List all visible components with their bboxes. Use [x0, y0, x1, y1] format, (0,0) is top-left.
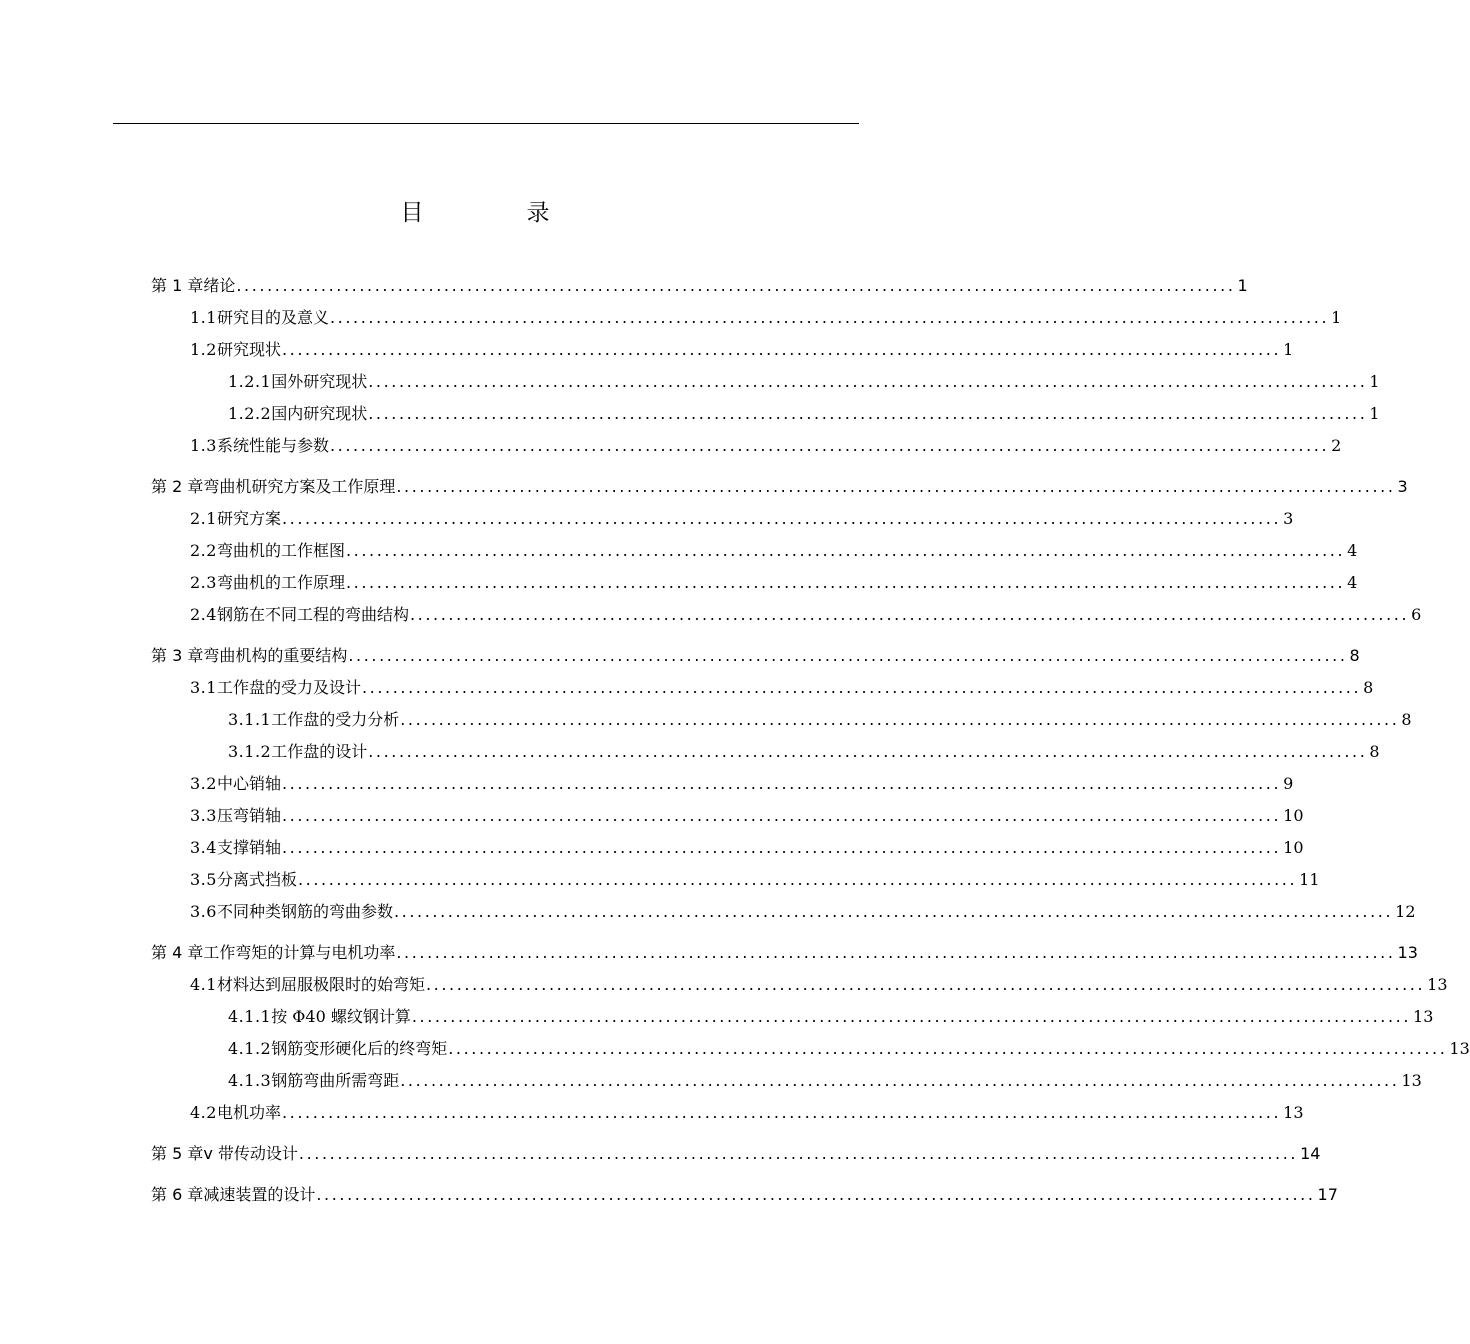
entry-page: 17: [1317, 1185, 1338, 1204]
entry-number: 2.4: [190, 605, 217, 624]
entry-number: 第 6 章: [151, 1185, 204, 1204]
toc-entry-3-5[interactable]: [190, 867, 1320, 891]
entry-page: 13: [1283, 1103, 1304, 1122]
entry-number: 第 1 章: [151, 276, 204, 295]
entry-title: 支撑销轴: [216, 838, 281, 857]
entry-number: 3.5: [190, 870, 217, 889]
entry-title: 研究目的及意义: [216, 308, 329, 327]
entry-title: 弯曲机构的重要结构: [203, 646, 348, 665]
dot-leader: ..................................................................................................................................: [400, 710, 1400, 729]
entry-title: 钢筋在不同工程的弯曲结构: [216, 605, 409, 624]
entry-title: 弯曲机研究方案及工作原理: [203, 477, 396, 496]
dot-leader: ..................................................................................................................................: [409, 605, 1410, 624]
entry-number: 3.4: [190, 838, 217, 857]
page-title: 目 录: [400, 200, 590, 226]
entry-number: 4.1.3: [228, 1071, 272, 1090]
entry-page: 1: [1369, 372, 1380, 391]
dot-leader: ..................................................................................................................................: [236, 276, 1236, 295]
entry-title: 不同种类钢筋的弯曲参数: [216, 902, 393, 921]
toc-entry-chapter-6[interactable]: [151, 1182, 1338, 1206]
entry-number: 第 4 章: [151, 943, 204, 962]
dot-leader: ..................................................................................................................................: [281, 1103, 1282, 1122]
entry-title: 钢筋弯曲所需弯距: [271, 1071, 400, 1090]
dot-leader: ..................................................................................................................................: [297, 870, 1298, 889]
entry-number: 2.3: [190, 573, 217, 592]
entry-page: 8: [1363, 678, 1374, 697]
entry-title: 研究现状: [216, 340, 281, 359]
toc-entry-3-1-2[interactable]: [228, 739, 1380, 763]
dot-leader: ..................................................................................................................................: [368, 372, 1368, 391]
entry-title: 工作盘的设计: [271, 742, 368, 761]
entry-page: 13: [1427, 975, 1448, 994]
dot-leader: ..................................................................................................................................: [368, 404, 1368, 423]
dot-leader: ..................................................................................................................................: [329, 436, 1330, 455]
toc-entry-3-6[interactable]: [190, 899, 1416, 923]
entry-number: 1.2.2: [228, 404, 272, 423]
entry-page: 11: [1299, 870, 1320, 889]
dot-leader: ..................................................................................................................................: [448, 1039, 1448, 1058]
entry-number: 第 2 章: [151, 477, 204, 496]
entry-page: 3: [1283, 509, 1294, 528]
entry-title: 绪论: [203, 276, 236, 295]
entry-number: 4.1.2: [228, 1039, 272, 1058]
dot-leader: ..................................................................................................................................: [329, 308, 1330, 327]
entry-page: 12: [1395, 902, 1416, 921]
dot-leader: ..................................................................................................................................: [411, 1007, 1412, 1026]
dot-leader: ..................................................................................................................................: [281, 509, 1282, 528]
entry-title: 工作盘的受力及设计: [216, 678, 361, 697]
toc-entry-1-2-1[interactable]: [228, 369, 1380, 393]
entry-title: 工作弯矩的计算与电机功率: [203, 943, 396, 962]
dot-leader: ..................................................................................................................................: [281, 774, 1282, 793]
dot-leader: ..................................................................................................................................: [298, 1144, 1299, 1163]
entry-title: 系统性能与参数: [216, 436, 329, 455]
dot-leader: ..................................................................................................................................: [281, 806, 1282, 825]
entry-number: 3.2: [190, 774, 217, 793]
entry-title: 工作盘的受力分析: [271, 710, 400, 729]
entry-number: 3.1: [190, 678, 217, 697]
entry-title: 中心销轴: [216, 774, 281, 793]
dot-leader: ..................................................................................................................................: [316, 1185, 1316, 1204]
entry-number: 3.1.2: [228, 742, 272, 761]
entry-number: 1.2: [190, 340, 217, 359]
toc-entry-4-2[interactable]: [190, 1100, 1304, 1124]
dot-leader: ..................................................................................................................................: [400, 1071, 1400, 1090]
entry-number: 1.1: [190, 308, 217, 327]
dot-leader: ..................................................................................................................................: [281, 838, 1282, 857]
entry-title: 材料达到屈服极限时的始弯矩: [216, 975, 425, 994]
entry-page: 10: [1283, 806, 1304, 825]
toc-entry-4-1[interactable]: [190, 972, 1448, 996]
toc-entry-2-4[interactable]: [190, 602, 1422, 626]
entry-page: 3: [1397, 477, 1408, 496]
dot-leader: ..................................................................................................................................: [361, 678, 1362, 697]
toc-entry-2-2[interactable]: [190, 538, 1358, 562]
entry-page: 14: [1300, 1144, 1321, 1163]
entry-number: 3.3: [190, 806, 217, 825]
entry-title: 按 Φ40 螺纹钢计算: [271, 1007, 411, 1026]
entry-title: 弯曲机的工作原理: [216, 573, 345, 592]
entry-title: 电机功率: [216, 1103, 281, 1122]
entry-number: 1.3: [190, 436, 217, 455]
entry-page: 10: [1283, 838, 1304, 857]
entry-title: 国内研究现状: [271, 404, 368, 423]
toc-entry-3-2[interactable]: [190, 771, 1294, 795]
entry-page: 13: [1397, 943, 1418, 962]
entry-number: 4.1.1: [228, 1007, 272, 1026]
entry-number: 第 3 章: [151, 646, 204, 665]
entry-number: 3.1.1: [228, 710, 272, 729]
entry-page: 13: [1401, 1071, 1422, 1090]
toc-entry-4-1-2[interactable]: [228, 1036, 1470, 1060]
toc-entry-3-3[interactable]: [190, 803, 1304, 827]
dot-leader: ..................................................................................................................................: [368, 742, 1368, 761]
entry-title: 国外研究现状: [271, 372, 368, 391]
toc-entry-3-1-1[interactable]: [228, 707, 1412, 731]
entry-page: 1: [1369, 404, 1380, 423]
entry-title: 分离式挡板: [216, 870, 297, 889]
dot-leader: ..................................................................................................................................: [345, 541, 1346, 560]
entry-number: 4.1: [190, 975, 217, 994]
entry-page: 13: [1449, 1039, 1470, 1058]
entry-number: 1.2.1: [228, 372, 272, 391]
toc-entry-3-1[interactable]: [190, 675, 1374, 699]
entry-number: 4.2: [190, 1103, 217, 1122]
entry-page: 2: [1331, 436, 1342, 455]
dot-leader: ..................................................................................................................................: [348, 646, 1348, 665]
toc-entry-chapter-2[interactable]: [151, 474, 1408, 498]
toc-entry-2-3[interactable]: [190, 570, 1358, 594]
toc-entry-2-1[interactable]: [190, 506, 1294, 530]
entry-number: 3.6: [190, 902, 217, 921]
entry-page: 8: [1401, 710, 1412, 729]
toc-entry-4-1-1[interactable]: [228, 1004, 1434, 1028]
toc-entry-chapter-4[interactable]: [151, 940, 1418, 964]
entry-number: 2.1: [190, 509, 217, 528]
entry-page: 8: [1369, 742, 1380, 761]
toc-entry-chapter-5[interactable]: [151, 1141, 1321, 1165]
toc-entry-chapter-1[interactable]: [151, 273, 1248, 297]
dot-leader: ..................................................................................................................................: [393, 902, 1394, 921]
dot-leader: ..................................................................................................................................: [425, 975, 1426, 994]
dot-leader: ..................................................................................................................................: [281, 340, 1282, 359]
entry-page: 4: [1347, 541, 1358, 560]
entry-page: 1: [1283, 340, 1294, 359]
toc-entry-chapter-3[interactable]: [151, 643, 1360, 667]
toc-entry-4-1-3[interactable]: [228, 1068, 1422, 1092]
dot-leader: ..................................................................................................................................: [345, 573, 1346, 592]
entry-page: 1: [1237, 276, 1248, 295]
entry-page: 9: [1283, 774, 1294, 793]
entry-page: 8: [1349, 646, 1360, 665]
dot-leader: ..................................................................................................................................: [396, 477, 1396, 496]
entry-title: 研究方案: [216, 509, 281, 528]
entry-title: 减速装置的设计: [203, 1185, 316, 1204]
entry-page: 4: [1347, 573, 1358, 592]
entry-page: 1: [1331, 308, 1342, 327]
entry-title: 压弯销轴: [216, 806, 281, 825]
dot-leader: ..................................................................................................................................: [396, 943, 1396, 962]
toc-entry-1-1[interactable]: [190, 305, 1342, 329]
entry-title: v 带传动设计: [203, 1144, 298, 1163]
entry-title: 弯曲机的工作框图: [216, 541, 345, 560]
toc-entry-1-3[interactable]: [190, 433, 1342, 457]
entry-page: 13: [1413, 1007, 1434, 1026]
entry-number: 第 5 章: [151, 1144, 204, 1163]
entry-number: 2.2: [190, 541, 217, 560]
toc-entry-3-4[interactable]: [190, 835, 1304, 859]
entry-page: 6: [1411, 605, 1422, 624]
entry-title: 钢筋变形硬化后的终弯矩: [271, 1039, 448, 1058]
toc-entry-1-2[interactable]: [190, 337, 1294, 361]
toc-entry-1-2-2[interactable]: [228, 401, 1380, 425]
